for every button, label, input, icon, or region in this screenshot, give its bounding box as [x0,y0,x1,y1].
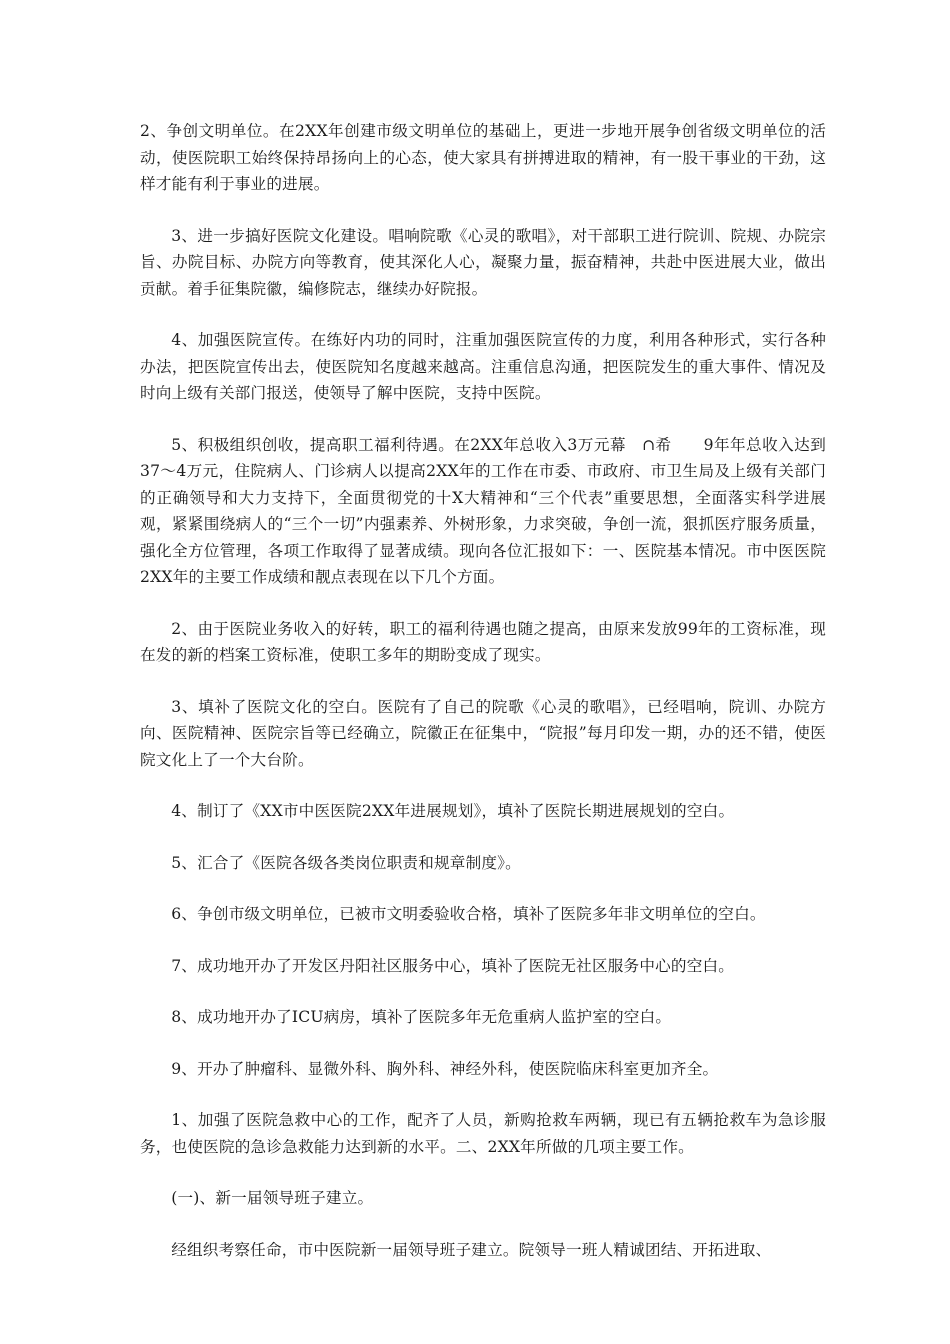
paragraph-9: 6、争创市级文明单位，已被市文明委验收合格，填补了医院多年非文明单位的空白。 [171,905,766,923]
paragraph-11: 8、成功地开办了ICU病房，填补了医院多年无危重病人监护室的空白。 [171,1008,672,1026]
paragraph-14: (一)、新一届领导班子建立。 [171,1189,374,1207]
paragraph-12: 9、开办了肿瘤科、显微外科、胸外科、神经外科，使医院临床科室更加齐全。 [171,1059,719,1078]
paragraph-7: 4、制订了《XX市中医医院2XX年进展规划》，填补了医院长期进展规划的空白。 [171,802,735,820]
paragraph-4: 5、积极组织创收，提高职工福利待遇。在2XX年总收入3万元幕 ∩希 9年年总收入达到37～4万元，住院病人、门诊病人以提高2XX年的工作在市委、市政府、市卫生局及上级有关部门的正确领导和大力支持下，全面贯彻党的十X大精神和“三个代表”重要思想，全面落实科学进展观，紧紧围绕病人的“三个一切”内强素养、外树形象，力求突破，争创一流，狠抓医疗服务质量，强化全方位管理，各项工作取得了显著成绩。现向各位汇报如下：一、医院基本情况。市中医医院2XX年的主要工作成绩和靓点表现在以下几个方面。 [140,435,826,586]
paragraph-8: 5、汇合了《医院各级各类岗位职责和规章制度》。 [171,853,521,872]
paragraph-1: 2、争创文明单位。在2XX年创建市级文明单位的基础上，更进一步地开展争创省级文明单位的活动，使医院职工始终保持昂扬向上的心态，使大家具有拼搏进取的精神，有一股干事业的干劲，这样才能有利于事业的进展。 [140,122,826,193]
paragraph-2: 3、进一步搞好医院文化建设。唱响院歌《心灵的歌唱》，对干部职工进行院训、院规、办院宗旨、办院目标、办院方向等教育，使其深化人心，凝聚力量，振奋精神，共赴中医进展大业，做出贡献。着手征集院徽，编修院志，继续办好院报。 [140,226,826,298]
paragraph-10: 7、成功地开办了开发区丹阳社区服务中心，填补了医院无社区服务中心的空白。 [171,956,735,975]
paragraph-5: 2、由于医院业务收入的好转，职工的福利待遇也随之提高，由原来发放99年的工资标准，现在发的新的档案工资标准，使职工多年的期盼变成了现实。 [140,619,826,664]
paragraph-15: 经组织考察任命，市中医院新一届领导班子建立。院领导一班人精诚团结、开拓进取、 [171,1240,772,1259]
paragraph-3: 4、加强医院宣传。在练好内功的同时，注重加强医院宣传的力度，利用各种形式，实行各种办法，把医院宣传出去，使医院知名度越来越高。注重信息沟通，把医院发生的重大事件、情况及时向上级有关部门报送，使领导了解中医院，支持中医院。 [140,331,826,402]
paragraph-6: 3、填补了医院文化的空白。医院有了自己的院歌《心灵的歌唱》，已经唱响，院训、办院方向、医院精神、医院宗旨等已经确立，院徽正在征集中，“院报”每月印发一期，办的还不错，使医院文化上了一个大台阶。 [140,697,826,769]
paragraph-13: 1、加强了医院急救中心的工作，配齐了人员，新购抢救车两辆，现已有五辆抢救车为急诊服务，也使医院的急诊急救能力达到新的水平。二、2XX年所做的几项主要工作。 [140,1111,826,1156]
document-body [140,118,826,1288]
